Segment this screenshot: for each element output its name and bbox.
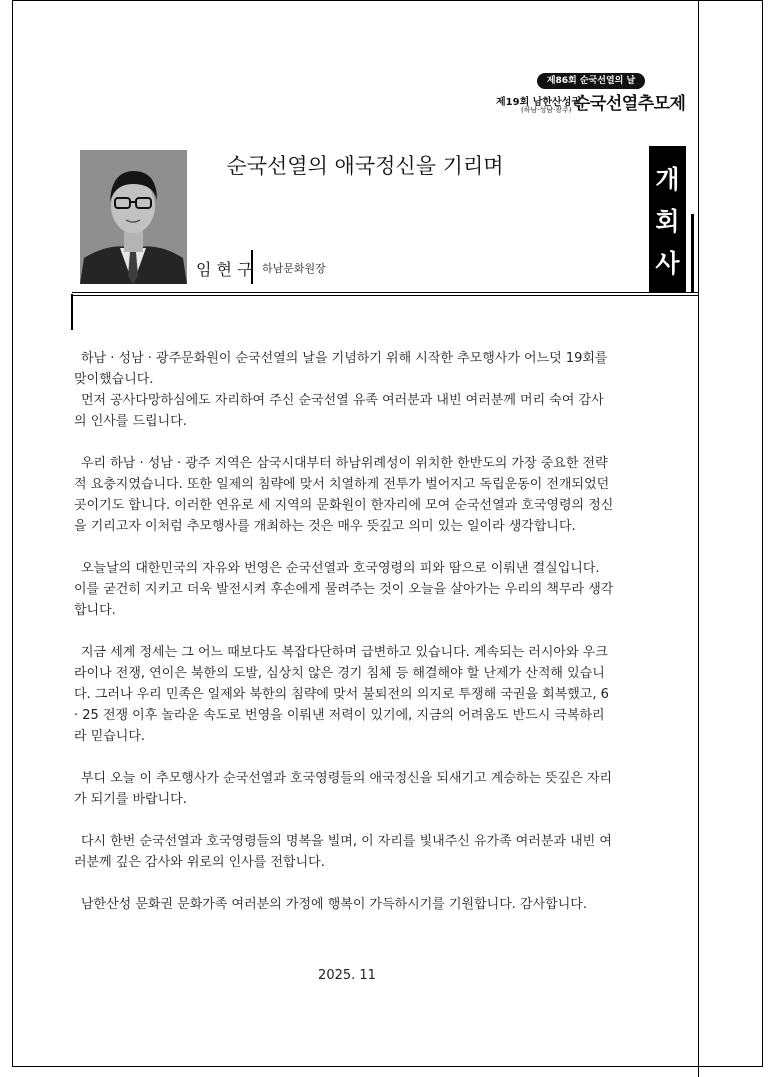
event-title: 순국선열추모제: [574, 94, 686, 114]
header-divider-thin: [72, 295, 699, 296]
event-badge: 제86회 순국선열의 날: [537, 73, 645, 89]
section-tab-char: 개: [655, 165, 680, 194]
body-paragraph: 지금 세계 정세는 그 어느 때보다도 복잡다단하며 급변하고 있습니다. 계속되는 러시아와 우크라이나 전쟁, 연이은 북한의 도발, 심상치 않은 경기 침체 등 해결해야 할 난제가 산적해 있습니다. 그러나 우리 민족은 일제와 북한의 침략에 맞서 불퇴전의 의지로 투쟁해 국권을 회복했고, 6 · 25 전쟁 이후 놀라운 속도로 번영을 이뤄낸 저력이 있기에, 지금의 어려움도 반드시 극복하리라 믿습니다.: [74, 645, 609, 744]
section-tab: [649, 146, 686, 293]
body-paragraph: 오늘날의 대한민국의 자유와 번영은 순국선열과 호국영령의 피와 땀으로 이뤄낸 결실입니다. 이를 굳건히 지키고 더욱 발전시켜 후손에게 물려주는 것이 오늘을 살아가는 우리의 책무라 생각합니다.: [74, 561, 614, 618]
body-paragraph: 하남 · 성남 · 광주문화원이 순국선열의 날을 기념하기 위해 시작한 추모행사가 어느덧 19회를 맞이했습니다.: [74, 351, 608, 387]
section-tab-char: 사: [655, 249, 680, 278]
body-paragraph: 다시 한번 순국선열과 호국영령들의 명복을 빌며, 이 자리를 빛내주신 유가족 여러분과 내빈 여러분께 깊은 감사와 위로의 인사를 전합니다.: [74, 834, 612, 870]
header-divider: [72, 292, 699, 293]
section-tab-char: 회: [655, 207, 680, 236]
body-paragraph: 우리 하남 · 성남 · 광주 지역은 삼국시대부터 하남위례성이 위치한 한반도의 가장 중요한 전략적 요충지였습니다. 또한 일제의 침략에 맞서 치열하게 전투가 벌어지고 독립운동이 전개되었던 곳이기도 합니다. 이러한 연유로 세 지역의 문화원이 한자리에 모여 순국선열과 호국영령의 정신을 기리고자 이처럼 추모행사를 개최하는 것은 매우 뜻깊고 의미 있는 일이라 생각합니다.: [74, 456, 614, 534]
right-margin-line: [698, 0, 699, 1077]
author-role: 하남문화원장: [262, 262, 326, 275]
article-title: 순국선열의 애국정신을 기리며: [226, 154, 504, 178]
event-region: (하남·성남·광주): [521, 106, 572, 114]
author-name: 임 현 구: [196, 260, 253, 279]
left-accent-bar: [71, 294, 73, 330]
body-paragraph: 부디 오늘 이 추모행사가 순국선열과 호국영령들의 애국정신을 되새기고 계승하는 뜻깊은 자리가 되기를 바랍니다.: [74, 771, 613, 807]
event-edition: 제19회 남한산성권: [496, 97, 582, 108]
tab-accent-bar: [691, 214, 694, 292]
body-paragraph: 먼저 공사다망하심에도 자리하여 주신 순국선열 유족 여러분과 내빈 여러분께 머리 숙여 감사의 인사를 드립니다.: [74, 393, 604, 429]
article-date: 2025. 11: [318, 968, 376, 983]
author-portrait: [80, 150, 187, 284]
body-paragraph: 남한산성 문화권 문화가족 여러분의 가정에 행복이 가득하시기를 기원합니다. 감사합니다.: [81, 897, 587, 912]
article-body: [74, 348, 615, 936]
